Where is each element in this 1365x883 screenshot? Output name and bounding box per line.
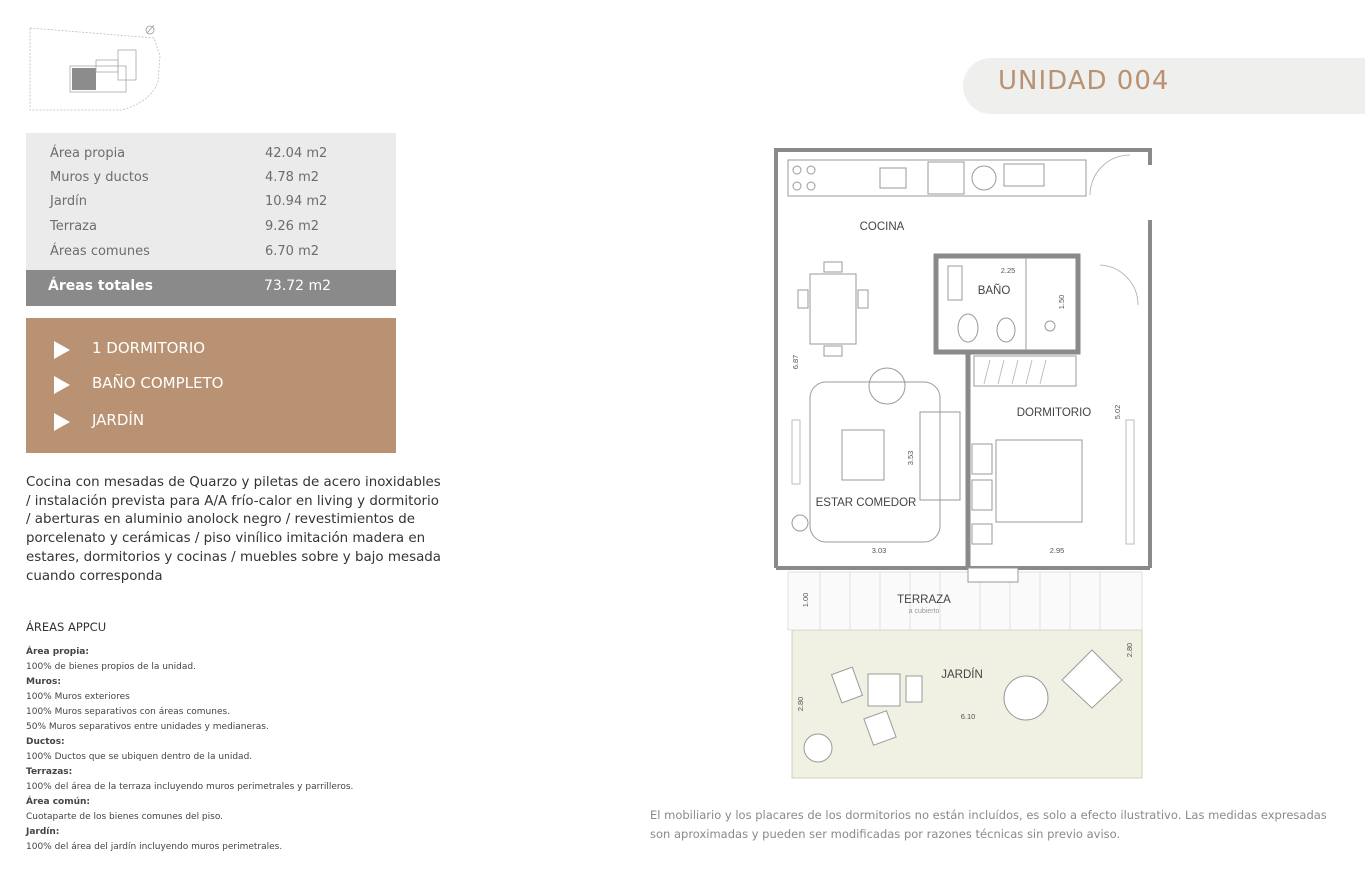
appcu-line: Cuotaparte de los bienes comunes del piso. <box>26 812 224 822</box>
play-triangle-icon <box>54 341 70 359</box>
feature-label: BAÑO COMPLETO <box>92 374 224 392</box>
area-value: 4.78 m2 <box>265 170 320 185</box>
dimension-label: 2.25 <box>1000 266 1016 275</box>
room-label-terraza: TERRAZA <box>897 594 951 606</box>
dimension-label: 2.80 <box>796 696 805 712</box>
bed-icon <box>972 440 1082 544</box>
grill-icon <box>804 734 832 762</box>
bidet-icon <box>997 318 1015 342</box>
appcu-line: 50% Muros separativos entre unidades y medianeras. <box>26 722 269 732</box>
appcu-heading: Área común: <box>26 797 91 807</box>
floor-plan <box>740 140 1180 790</box>
bath-door-swing <box>1100 265 1138 305</box>
room-label-jardin: JARDÍN <box>941 669 983 681</box>
room-label-cocina: COCINA <box>859 221 905 233</box>
area-total-label: Áreas totales <box>48 278 153 294</box>
appcu-title: ÁREAS APPCU <box>26 620 107 634</box>
feature-label: JARDÍN <box>92 411 145 429</box>
area-label: Jardín <box>50 194 88 209</box>
coffee-table-icon <box>842 430 884 480</box>
unit-title: UNIDAD 004 <box>998 66 1170 96</box>
area-row <box>26 191 396 213</box>
play-triangle-icon <box>54 376 70 394</box>
appcu-line: 100% del área del jardín incluyendo muros perimetrales. <box>26 842 283 852</box>
area-total-row <box>26 270 396 306</box>
shower-drain-icon <box>1045 321 1055 331</box>
round-table-icon <box>1004 676 1048 720</box>
appcu-heading: Área propia: <box>26 647 89 657</box>
bedroom-window-icon <box>1126 420 1134 544</box>
unit-description: Cocina con mesadas de Quarzo y piletas de acero inoxidables / instalación prevista para A/A frío-calor en living y dormitorio / aberturas en aluminio anolock negro / revestimientos de porcelenato y cerámicas / piso vinílico imitación madera en estares, dormitorios y cocinas / muebles sobre y bajo mesada cuando corresponda <box>26 475 442 584</box>
area-row <box>26 143 396 165</box>
dimension-label: 1.50 <box>1057 294 1066 310</box>
dining-table-icon <box>798 262 868 356</box>
appcu-line: 100% del área de la terraza incluyendo muros perimetrales y parrilleros. <box>26 782 354 792</box>
terrace-door-icon <box>968 568 1018 582</box>
disclaimer-text: El mobiliario y los placares de los dormitorios no están incluídos, es solo a efecto ilustrativo. Las medidas expresadas son aproximadas y pueden ser modificadas por razones técnicas sin previo aviso. <box>650 808 1327 841</box>
area-row <box>26 216 396 238</box>
armchair-icon <box>869 368 905 404</box>
dimension-label: 2.95 <box>1049 546 1065 555</box>
area-row <box>26 167 396 189</box>
room-label-dormitorio: DORMITORIO <box>1016 407 1092 419</box>
appcu-heading: Terrazas: <box>26 767 73 777</box>
dimension-label: 3.53 <box>906 450 915 466</box>
entry-door-swing <box>1090 155 1130 195</box>
room-label-terraza-sub: a cubierto <box>908 608 940 615</box>
appcu-heading: Muros: <box>26 677 61 687</box>
terrace-deck <box>788 572 1142 630</box>
dimension-label: 6.10 <box>960 712 976 721</box>
window-icon <box>792 420 800 484</box>
toilet-icon <box>958 314 978 342</box>
garden-table-icon <box>868 674 900 706</box>
area-row <box>26 241 396 263</box>
appcu-line: 100% Muros exteriores <box>26 692 130 702</box>
area-label: Áreas comunes <box>50 244 150 259</box>
plant-icon <box>792 515 808 531</box>
area-label: Terraza <box>50 219 97 234</box>
dimension-label: 6.87 <box>791 354 800 370</box>
closet-icon <box>974 356 1076 386</box>
area-label: Muros y ductos <box>50 170 149 185</box>
garden-chair-icon <box>906 676 922 702</box>
appcu-line: 100% Muros separativos con áreas comunes. <box>26 707 231 717</box>
room-label-bano: BAÑO <box>977 285 1011 297</box>
room-label-estar: ESTAR COMEDOR <box>815 497 917 509</box>
play-triangle-icon <box>54 413 70 431</box>
area-label: Área propia <box>50 146 126 161</box>
dimension-label: 2.80 <box>1125 642 1134 658</box>
appcu-heading: Ductos: <box>26 737 65 747</box>
appcu-list <box>26 645 446 855</box>
area-total-value: 73.72 m2 <box>264 278 332 294</box>
dimension-label: 3.03 <box>871 546 887 555</box>
area-value: 6.70 m2 <box>265 244 320 259</box>
dimension-label: 1.00 <box>801 592 810 608</box>
area-value: 42.04 m2 <box>265 146 328 161</box>
area-value: 10.94 m2 <box>265 194 328 209</box>
appcu-line: 100% de bienes propios de la unidad. <box>26 662 196 672</box>
appcu-line: 100% Ductos que se ubiquen dentro de la unidad. <box>26 752 253 762</box>
washbasin-icon <box>948 266 962 300</box>
key-plan-map <box>26 22 166 114</box>
dimension-label: 5.02 <box>1113 404 1122 420</box>
features-box <box>26 318 396 453</box>
area-value: 9.26 m2 <box>265 219 320 234</box>
kitchen-counter <box>788 160 1086 196</box>
feature-label: 1 DORMITORIO <box>92 339 206 357</box>
appcu-heading: Jardín: <box>26 827 60 837</box>
